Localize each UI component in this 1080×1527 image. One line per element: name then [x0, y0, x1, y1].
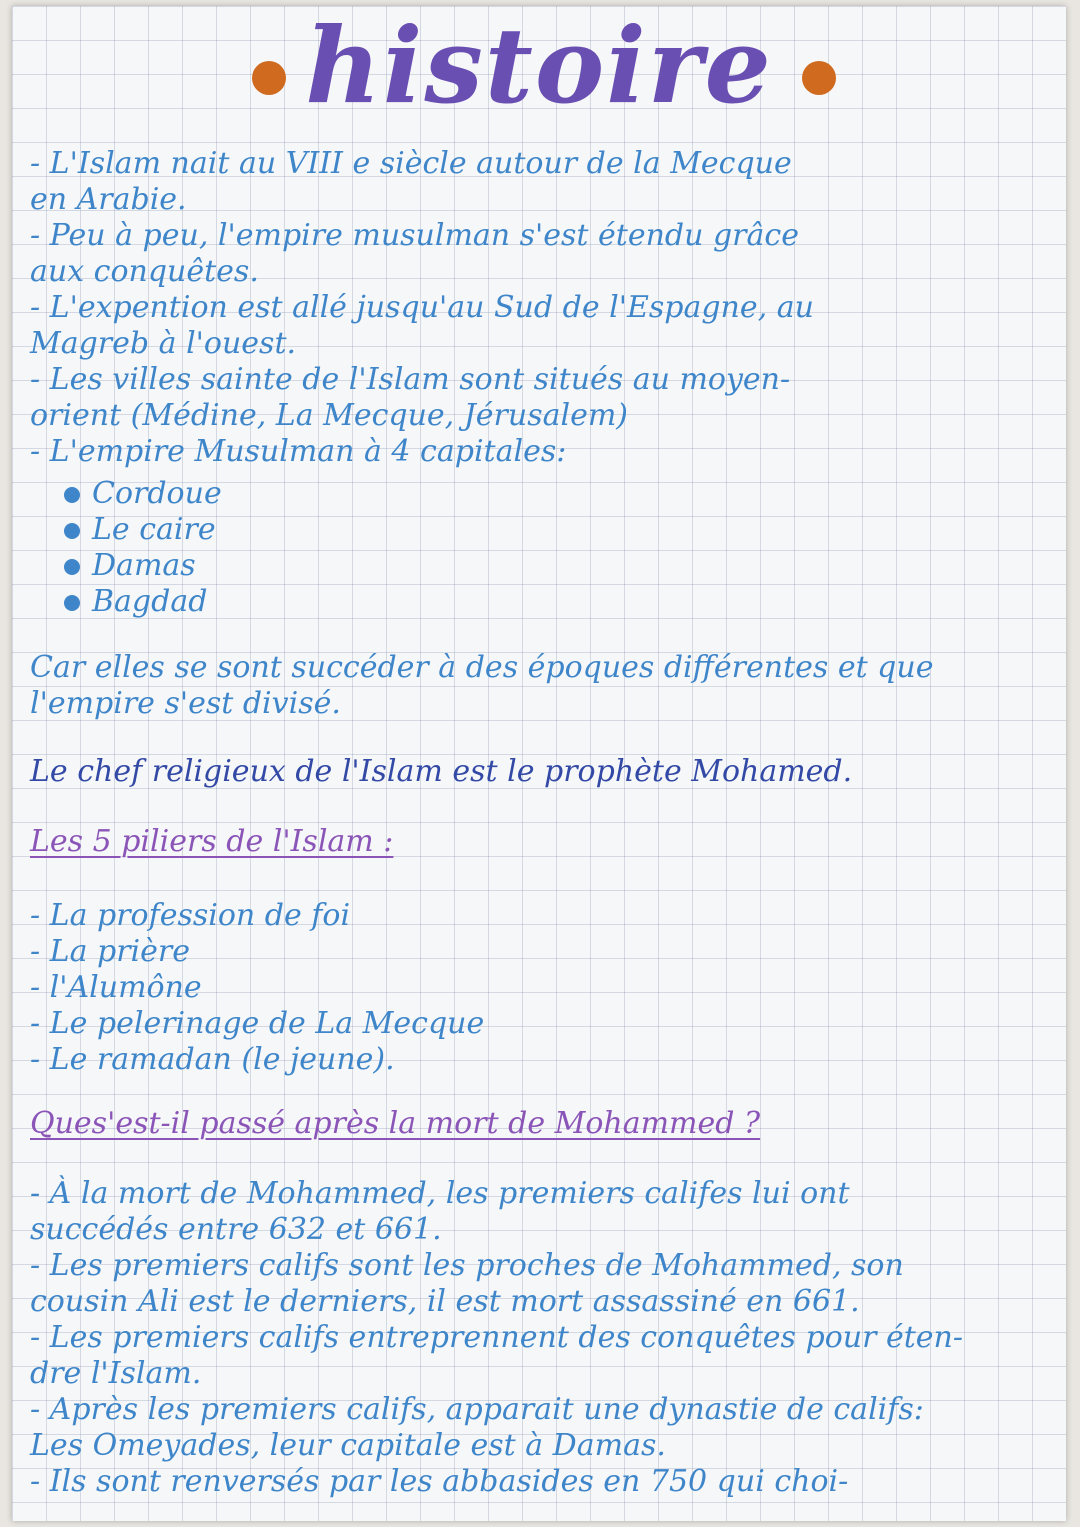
intro-line: en Arabie. [30, 182, 187, 217]
after-line: - À la mort de Mohammed, les premiers califes lui ont [30, 1176, 850, 1211]
pillar-item: - La prière [30, 934, 191, 969]
reason-line: Car elles se sont succéder à des époques différentes et que [30, 650, 934, 685]
intro-line: - L'empire Musulman à 4 capitales: [30, 434, 567, 469]
bullet-icon [64, 523, 80, 539]
bullet-icon [64, 595, 80, 611]
capital-item: Le caire [64, 512, 216, 548]
capital-item: Bagdad [64, 584, 207, 620]
intro-line: - L'Islam nait au VIII e siècle autour de la Mecque [30, 146, 792, 181]
intro-line: - Les villes sainte de l'Islam sont situés au moyen- [30, 362, 791, 397]
notebook-page [12, 6, 1066, 1521]
after-line: - Ils sont renversés par les abbasides en 750 qui choi- [30, 1464, 849, 1499]
chief-line: Le chef religieux de l'Islam est le prophète Mohamed. [30, 754, 853, 789]
capital-item: Cordoue [64, 476, 222, 512]
intro-line: - Peu à peu, l'empire musulman s'est étendu grâce [30, 218, 799, 253]
bullet-icon [64, 559, 80, 575]
after-heading: Ques'est-il passé après la mort de Mohammed ? [30, 1106, 761, 1141]
reason-line: l'empire s'est divisé. [30, 686, 341, 721]
page-title: histoire [305, 4, 773, 127]
after-line: dre l'Islam. [30, 1356, 202, 1391]
after-line: succédés entre 632 et 661. [30, 1212, 442, 1247]
after-line: - Après les premiers califs, apparait une dynastie de califs: [30, 1392, 924, 1427]
after-line: - Les premiers califs sont les proches de Mohammed, son [30, 1248, 904, 1283]
intro-line: - L'expention est allé jusqu'au Sud de l'Espagne, au [30, 290, 814, 325]
capital-item: Damas [64, 548, 196, 584]
after-line: - Les premiers califs entreprennent des conquêtes pour éten- [30, 1320, 963, 1355]
pillar-item: - Le pelerinage de La Mecque [30, 1006, 485, 1041]
intro-line: aux conquêtes. [30, 254, 259, 289]
intro-line: orient (Médine, La Mecque, Jérusalem) [30, 398, 628, 433]
after-line: cousin Ali est le derniers, il est mort assassiné en 661. [30, 1284, 860, 1319]
pillars-heading: Les 5 piliers de l'Islam : [30, 824, 394, 859]
pillar-item: - La profession de foi [30, 898, 351, 933]
pillar-item: - Le ramadan (le jeune). [30, 1042, 395, 1077]
pillar-item: - l'Alumône [30, 970, 202, 1005]
bullet-icon [64, 487, 80, 503]
after-line: Les Omeyades, leur capitale est à Damas. [30, 1428, 666, 1463]
intro-line: Magreb à l'ouest. [30, 326, 297, 361]
